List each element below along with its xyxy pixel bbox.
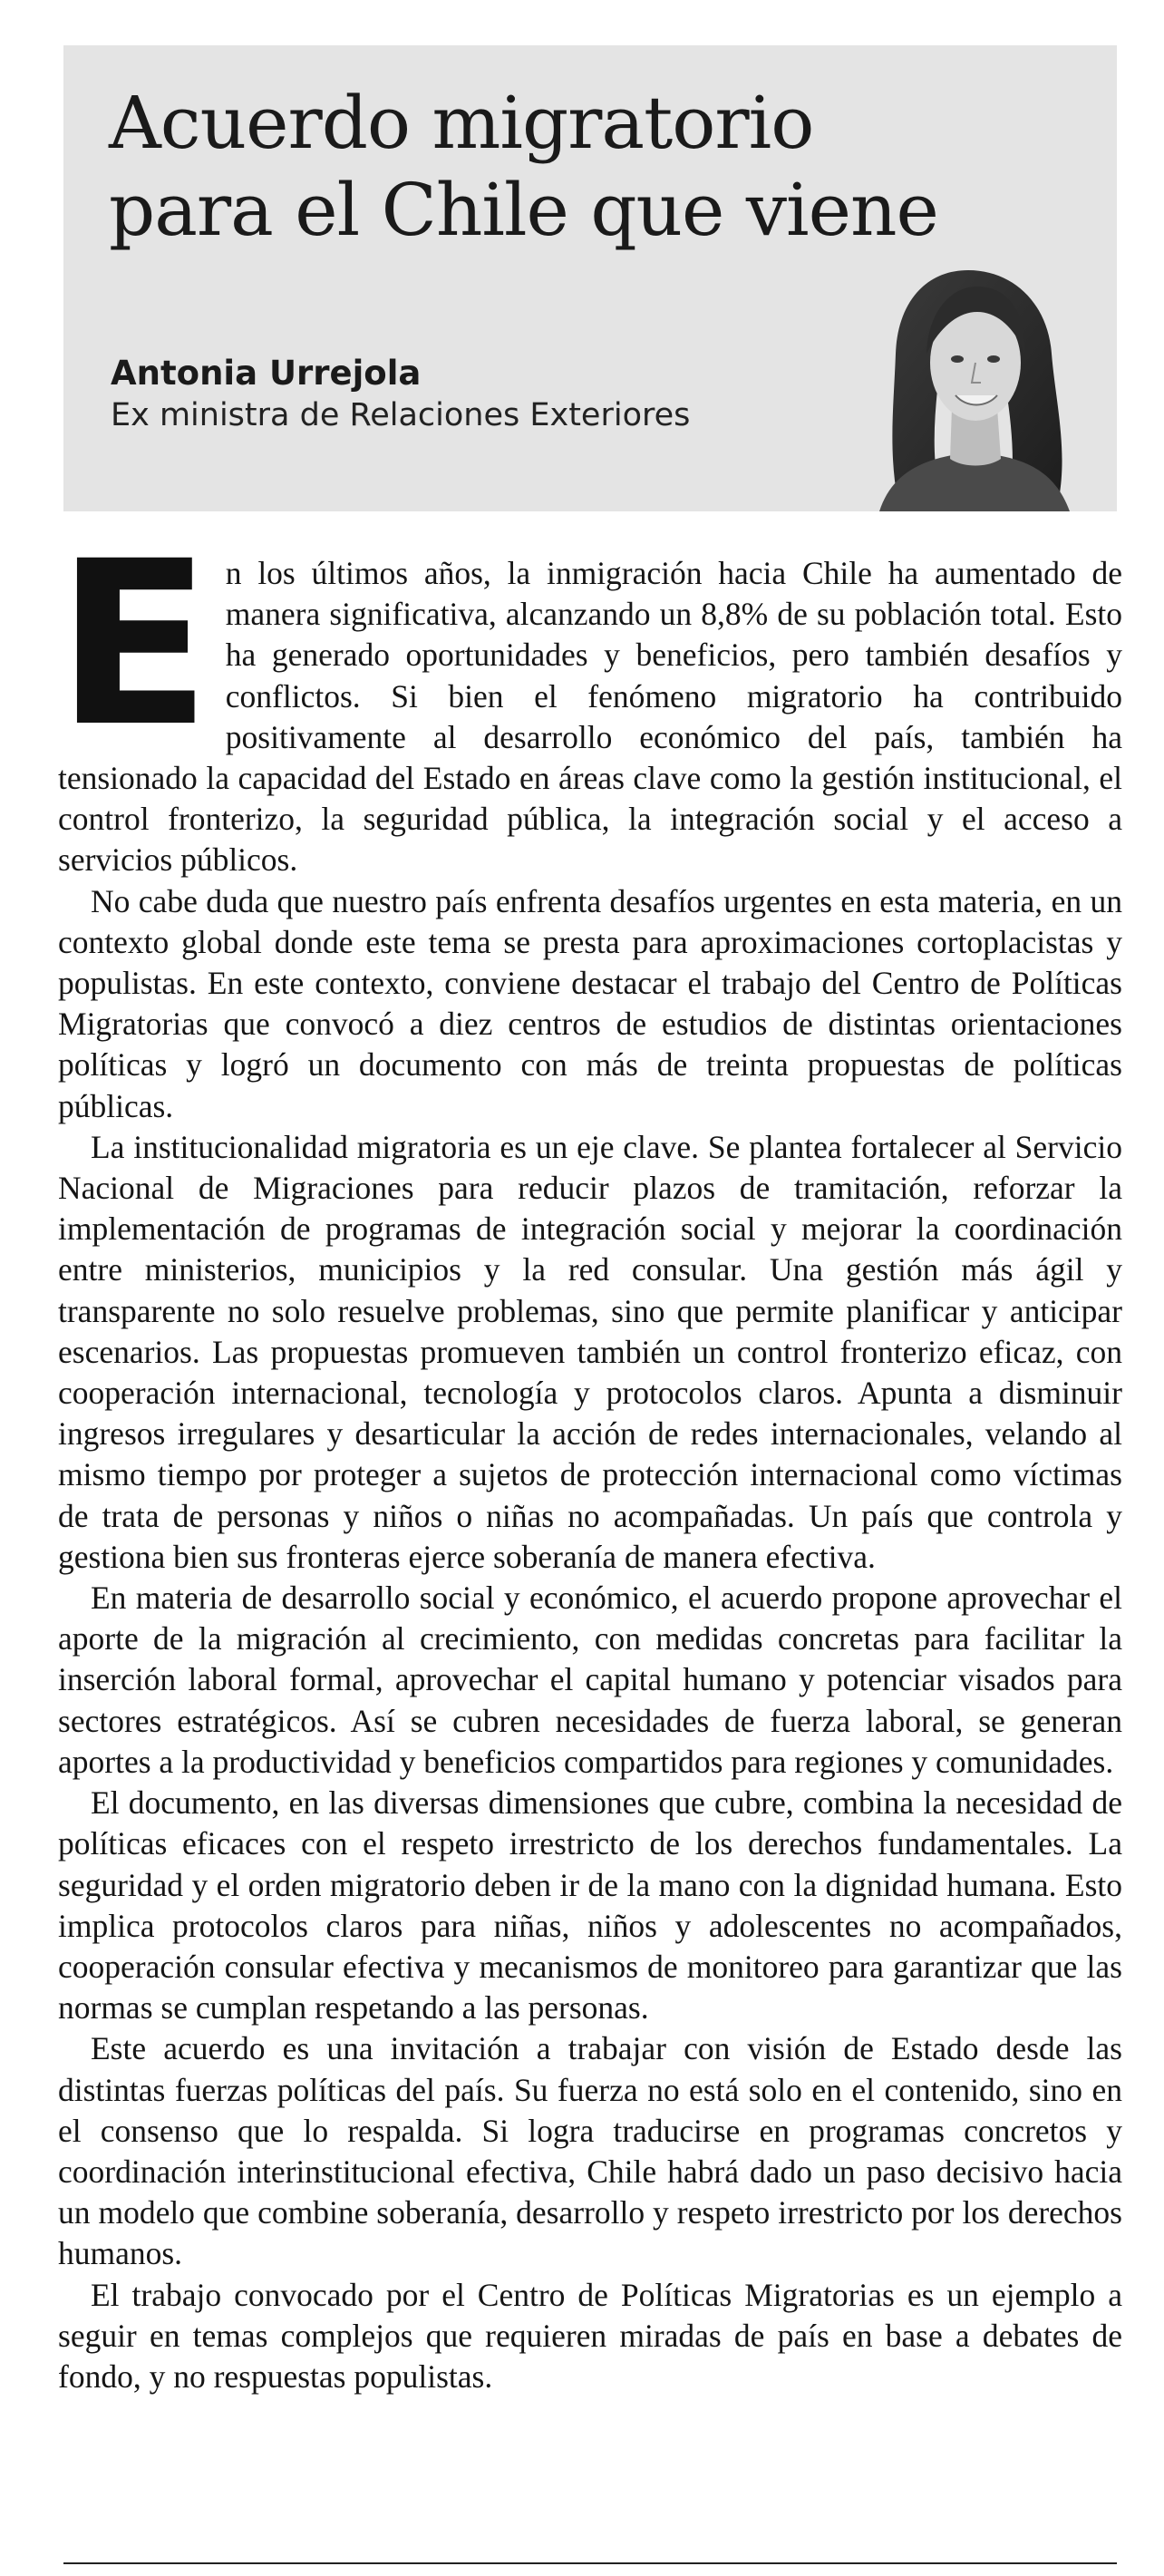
header-box [63,45,1117,511]
article-paragraph-4: En materia de desarrollo social y económico, el acuerdo propone aprovechar el aporte de la migración al crecimiento, con medidas concretas para facilitar la inserción laboral formal, aprovechar el capital humano y potenciar visados para sectores estratégicos. Así se cubren necesidades de fuerza laboral, se generan aportes a la productividad y beneficios compartidos para regiones y comunidades. [58,1580,1122,1780]
bottom-rule [63,2562,1117,2564]
headline-line-2: para el Chile que viene [109,168,938,252]
article-paragraph-5: El documento, en las diversas dimensiones que cubre, combina la necesidad de políticas eficaces con el respeto irrestricto de los derechos fundamentales. La seguridad y el orden migratorio deben ir de la mano con la dignidad humana. Esto implica protocolos claros para niñas, niños y adolescentes no acompañados, cooperación consular efectiva y mecanismos de monitoreo para garantizar que las normas se cumplan respetando a las personas. [58,1784,1122,2027]
author-name: Antonia Urrejola [111,354,422,393]
article-paragraph-2: No cabe duda que nuestro país enfrenta desafíos urgentes en esta materia, en un contexto global donde este tema se presta para aproximaciones cortoplacistas y populistas. En este contexto, conviene destacar el trabajo del Centro de Políticas Migratorias que convocó a diez centros de estudios de distintas orientaciones políticas y logró un documento con más de treinta propuestas de políticas públicas. [58,882,1122,1124]
article-paragraph-6: Este acuerdo es una invitación a trabajar con visión de Estado desde las distintas fuerzas políticas del país. Su fuerza no está solo en el contenido, sino en el consenso que lo respalda. Si logra traducirse en programas concretos y coordinación interinstitucional efectiva, Chile habrá dado un paso decisivo hacia un modelo que combine soberanía, desarrollo y respeto irrestricto por los derechos humanos. [58,2030,1122,2272]
headline [109,80,938,254]
article-body [56,512,1122,2397]
author-role: Ex ministra de Relaciones Exteriores [111,397,691,433]
article-paragraph-1-text: n los últimos años, la inmigración hacia Chile ha aumentado de manera significativa, alcanzando un 8,8% de su población total. Esto ha generado oportunidades y beneficios, pero también desafíos y conflictos. Si bien el fenómeno migratorio ha contribuido positivamente al desarrollo económico del país, también ha tensionado la capacidad del Estado en áreas clave como la gestión institucional, el control fronterizo, la seguridad pública, la integración social y el acceso a servicios públicos. [58,555,1122,879]
article-paragraph-1 [56,512,1122,881]
article-paragraph-7: El trabajo convocado por el Centro de Políticas Migratorias es un ejemplo a seguir en temas complejos que requieren miradas de país en base a debates de fondo, y no respuestas populistas. [58,2276,1122,2395]
author-portrait [861,254,1088,511]
drop-cap: E [56,512,211,776]
headline-line-1: Acuerdo migratorio [109,81,814,165]
article-paragraph-3: La institucionalidad migratoria es un eje clave. Se plantea fortalecer al Servicio Nacional de Migraciones para reducir plazos de tramitación, reforzar la implementación de programas de integración social y mejorar la coordinación entre ministerios, municipios y la red consular. Una gestión más ágil y transparente no solo resuelve problemas, sino que permite planificar y anticipar escenarios. Las propuestas promueven también un control fronterizo eficaz, con cooperación internacional, tecnología y protocolos claros. Apunta a disminuir ingresos irregulares y desarticular la acción de redes internacionales, velando al mismo tiempo por proteger a sujetos de protección internacional como víctimas de trata de personas y niños o niñas no acompañadas. Un país que controla y gestiona bien sus fronteras ejerce soberanía de manera efectiva. [58,1128,1122,1575]
